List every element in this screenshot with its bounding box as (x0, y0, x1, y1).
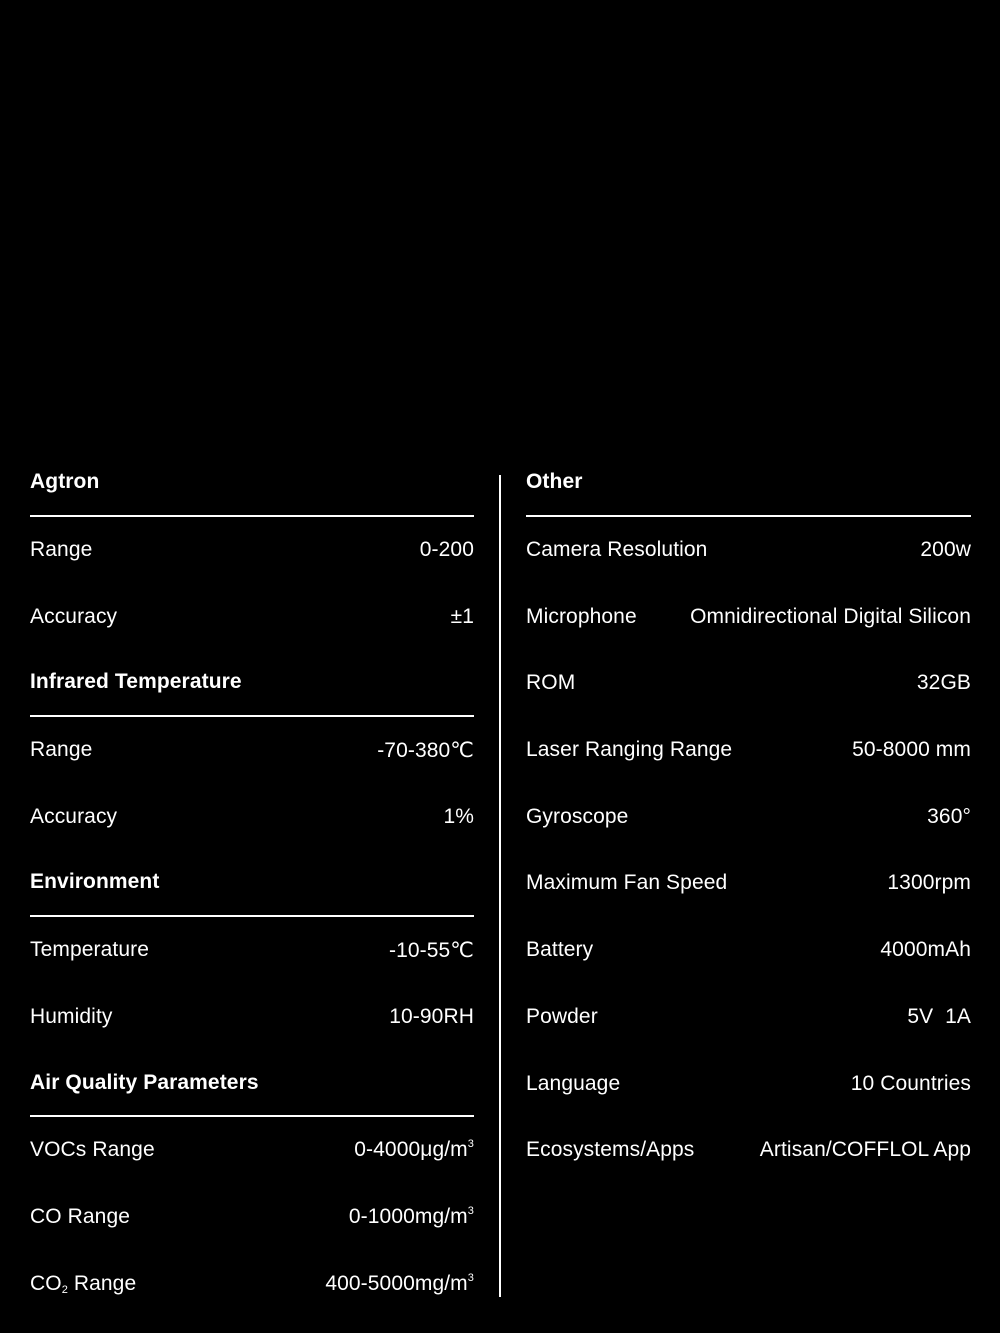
section-title: Air Quality Parameters (30, 1070, 259, 1094)
value-superscript: 3 (467, 1271, 474, 1284)
spec-row-environment-humidity (30, 984, 474, 1051)
spec-row-battery (526, 917, 971, 984)
spec-value: 5V 1A (907, 1004, 971, 1028)
spec-label: Ecosystems/Apps (526, 1138, 695, 1162)
column-divider (499, 475, 501, 1297)
spec-label: Accuracy (30, 804, 118, 828)
spec-row-environment-temperature (30, 917, 474, 984)
spec-value: 1% (443, 804, 474, 828)
section-title: Other (526, 470, 583, 494)
spec-label: ROM (526, 671, 576, 695)
spec-label: Accuracy (30, 604, 118, 628)
spec-label: Humidity (30, 1004, 113, 1028)
right-spec-column (526, 450, 971, 1184)
section-heading-agtron (30, 450, 474, 517)
spec-value: -10-55℃ (389, 938, 474, 962)
spec-value: 1300rpm (887, 871, 971, 895)
spec-label: Camera Resolution (526, 538, 708, 562)
spec-row-laser-ranging (526, 717, 971, 784)
spec-row-vocs-range (30, 1117, 474, 1184)
spec-value: 360° (927, 804, 971, 828)
spec-label: VOCs Range (30, 1138, 155, 1162)
spec-row-powder (526, 984, 971, 1051)
section-title: Environment (30, 870, 160, 894)
spec-value: 0-200 (419, 538, 474, 562)
section-heading-air-quality (30, 1050, 474, 1117)
spec-value: 4000mAh (880, 938, 971, 962)
spec-row-language (526, 1050, 971, 1117)
spec-row-infrared-range (30, 717, 474, 784)
spec-label: Language (526, 1071, 621, 1095)
spec-value (349, 1205, 474, 1229)
spec-value (354, 1138, 474, 1162)
spec-value: -70-380℃ (377, 738, 474, 762)
spec-value: 50-8000 mm (852, 738, 971, 762)
spec-label: CO Range (30, 1204, 131, 1228)
spec-row-camera-resolution (526, 517, 971, 584)
spec-row-gyroscope (526, 783, 971, 850)
spec-label: Laser Ranging Range (526, 738, 733, 762)
spec-row-fan-speed (526, 850, 971, 917)
spec-label: Battery (526, 938, 594, 962)
spec-value: 10-90RH (389, 1004, 474, 1028)
spec-value: ±1 (450, 604, 474, 628)
spec-label: Temperature (30, 938, 149, 962)
section-title: Infrared Temperature (30, 670, 242, 694)
spec-value: 10 Countries (850, 1071, 971, 1095)
left-spec-column (30, 450, 474, 1317)
spec-row-co-range (30, 1184, 474, 1251)
label-rest: Range (67, 1271, 137, 1295)
spec-row-co2-range (30, 1250, 474, 1317)
spec-sheet (0, 450, 1000, 1333)
spec-label: Microphone (526, 604, 637, 628)
spec-label: Maximum Fan Speed (526, 871, 728, 895)
value-main: 0-1000mg/m (348, 1204, 468, 1228)
spec-row-ecosystems (526, 1117, 971, 1184)
spec-row-infrared-accuracy (30, 783, 474, 850)
label-subscript: 2 (61, 1283, 68, 1296)
spec-row-agtron-accuracy (30, 583, 474, 650)
value-main: 400-5000mg/m (325, 1271, 468, 1295)
value-superscript: 3 (467, 1138, 474, 1151)
spec-label: Gyroscope (526, 804, 629, 828)
section-title: Agtron (30, 470, 100, 494)
spec-value: 200w (920, 538, 971, 562)
section-heading-other (526, 450, 971, 517)
spec-label: Range (30, 538, 93, 562)
spec-value (325, 1272, 474, 1296)
spec-label (30, 1272, 136, 1296)
spec-row-microphone (526, 583, 971, 650)
value-main: 0-4000μg/m (354, 1138, 468, 1162)
section-heading-environment (30, 850, 474, 917)
spec-value: Omnidirectional Digital Silicon (690, 604, 971, 628)
spec-row-rom (526, 650, 971, 717)
spec-value: Artisan/COFFLOL App (759, 1138, 971, 1162)
spec-value: 32GB (916, 671, 971, 695)
label-main: CO (30, 1271, 62, 1295)
spec-label: Powder (526, 1004, 598, 1028)
section-heading-infrared-temperature (30, 650, 474, 717)
spec-row-agtron-range (30, 517, 474, 584)
spec-label: Range (30, 738, 93, 762)
value-superscript: 3 (467, 1204, 474, 1217)
